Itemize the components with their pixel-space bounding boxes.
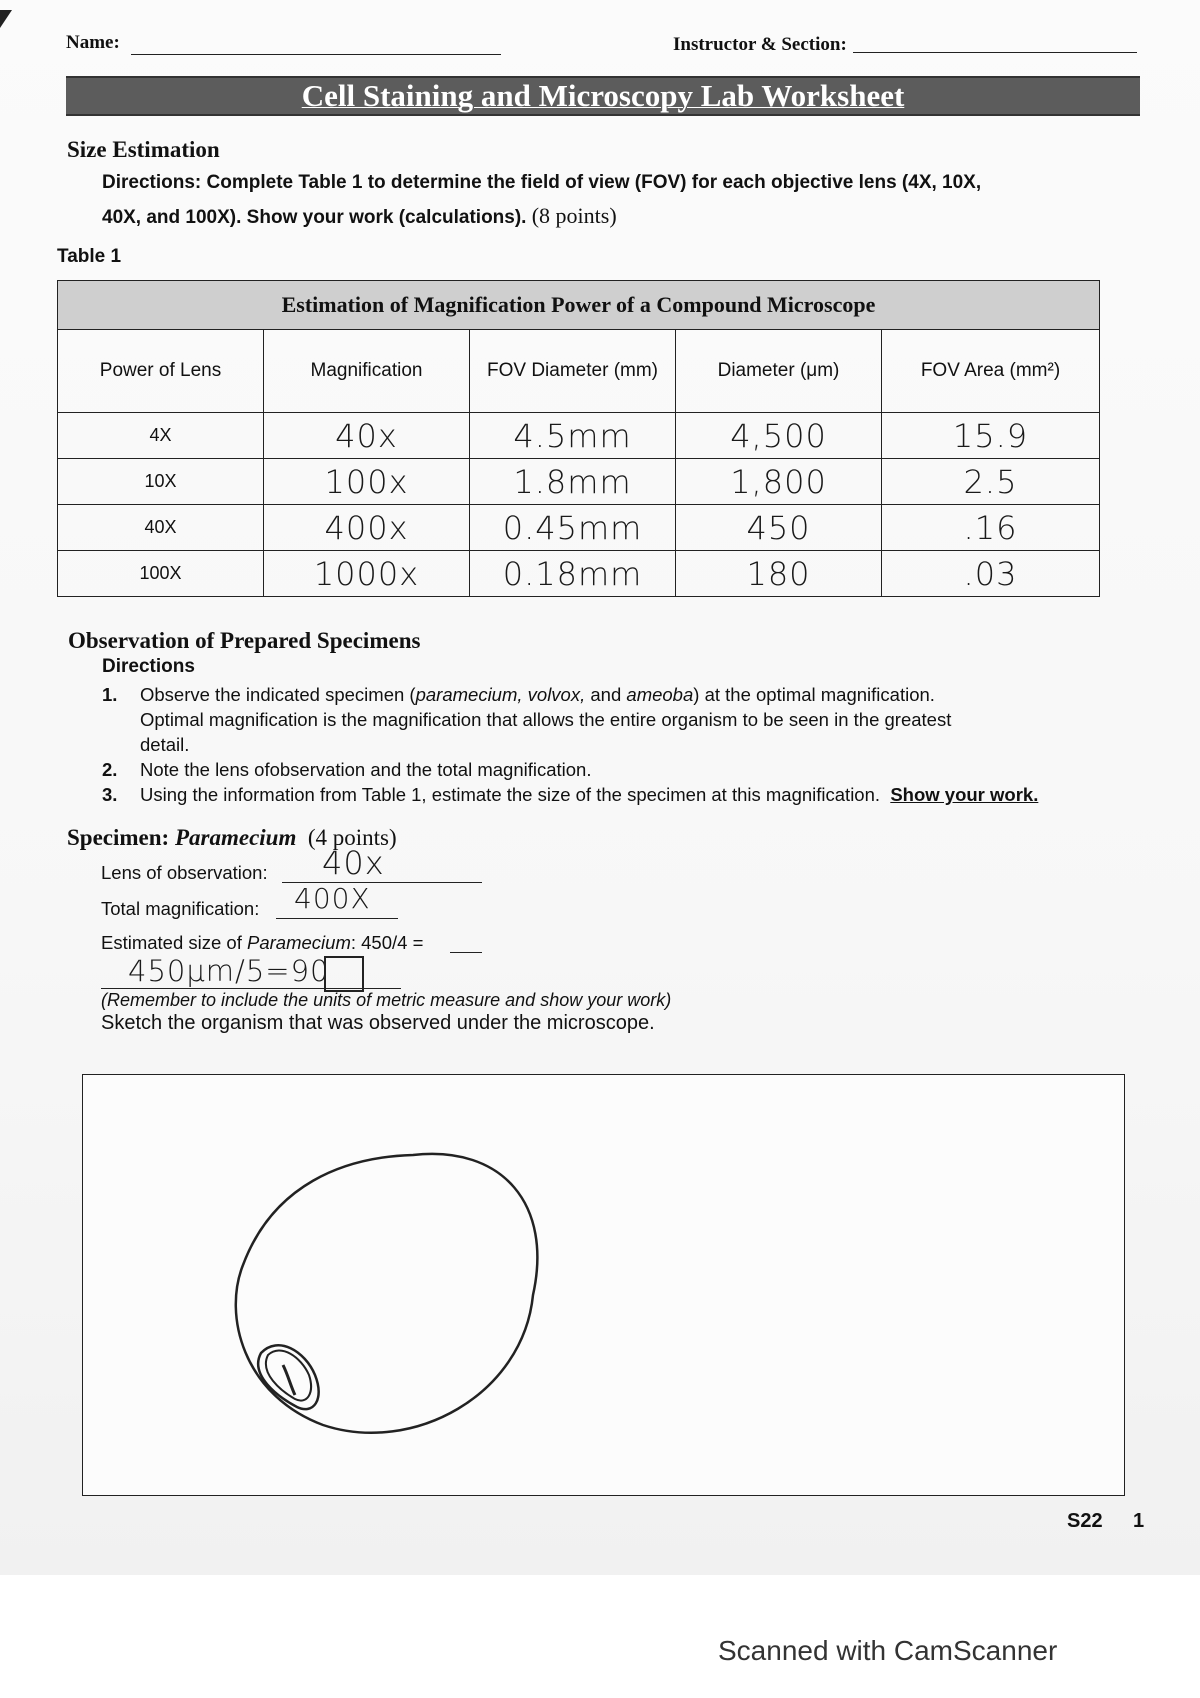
step-1-ameoba: ameoba [626, 684, 694, 705]
step-1-pre: Observe the indicated specimen ( [140, 684, 416, 705]
col-header-power: Power of Lens [58, 330, 264, 413]
table-row [58, 459, 1100, 505]
estimated-size-pre: Estimated size of [101, 932, 248, 953]
estimated-size-post: : 450/4 = [350, 932, 424, 953]
step-2-number: 2. [102, 759, 118, 780]
organism-sketch [83, 1075, 1124, 1495]
estimated-size-label [101, 932, 423, 954]
reminder-text: (Remember to include the units of metric measure and show your work) [101, 990, 672, 1010]
cell-fov-area[interactable]: 2.5 [882, 459, 1100, 505]
total-magnification-value[interactable]: 400X [294, 882, 371, 915]
step-1-number: 1. [102, 684, 118, 705]
sketch-prompt: Sketch the organism that was observed under the microscope. [101, 1012, 655, 1034]
cell-fov-diameter[interactable]: 0.45mm [470, 505, 676, 551]
table-1 [57, 280, 1100, 597]
step-2-text: Note the lens ofobservation and the total magnification. [140, 759, 592, 780]
specimen-points: (4 points) [307, 825, 397, 850]
step-1-text [140, 682, 1120, 757]
instructor-label: Instructor & Section: [673, 34, 847, 55]
directions-line-2-text: 40X, and 100X). Show your work (calculations). [102, 207, 527, 228]
cell-power: 4X [58, 413, 264, 459]
cell-fov-area[interactable]: 15.9 [882, 413, 1100, 459]
cell-power: 40X [58, 505, 264, 551]
lens-label: Lens of observation: [101, 862, 268, 883]
answer-box-mark [324, 956, 364, 992]
cell-fov-area[interactable]: .16 [882, 505, 1100, 551]
step-1-specimens: paramecium, volvox, [415, 684, 586, 705]
title-bar [66, 76, 1140, 116]
specimen-prefix: Specimen: [67, 825, 170, 850]
cell-magnification[interactable]: 100x [264, 459, 470, 505]
cell-magnification[interactable]: 1000x [264, 551, 470, 597]
camscanner-watermark: Scanned with CamScanner [718, 1635, 1058, 1666]
footer-page-number: 1 [1133, 1510, 1145, 1532]
name-label: Name: [66, 32, 120, 53]
total-magnification-line [276, 918, 398, 919]
instructor-line [853, 52, 1137, 53]
cell-fov-diameter[interactable]: 4.5mm [470, 413, 676, 459]
cell-diameter[interactable]: 4,500 [676, 413, 882, 459]
col-header-fov-area: FOV Area (mm²) [882, 330, 1100, 413]
step-1-line-3: detail. [140, 734, 190, 755]
directions-points: (8 points) [531, 203, 617, 228]
estimated-size-blank-line [450, 952, 482, 953]
table-row [58, 551, 1100, 597]
table-row [58, 505, 1100, 551]
directions-line-1: Directions: Complete Table 1 to determine the field of view (FOV) for each objective lens (4X, 10X, [102, 172, 982, 193]
observation-heading: Observation of Prepared Specimens [68, 628, 421, 653]
step-3-body: Using the information from Table 1, estimate the size of the specimen at this magnification. [140, 784, 881, 805]
total-magnification-label: Total magnification: [101, 898, 260, 919]
corner-mark [0, 10, 12, 28]
cell-fov-area[interactable]: .03 [882, 551, 1100, 597]
name-line [131, 54, 501, 55]
footer-code: S22 [1067, 1510, 1103, 1532]
observation-directions-label: Directions [102, 656, 195, 677]
step-3-show-work: Show your work. [890, 784, 1039, 805]
directions-line-2 [102, 199, 1102, 234]
lens-value[interactable]: 40x [322, 844, 385, 882]
cell-diameter[interactable]: 450 [676, 505, 882, 551]
step-3-text [140, 782, 1130, 807]
estimated-size-specimen: Paramecium [247, 932, 351, 953]
col-header-diameter: Diameter (μm) [676, 330, 882, 413]
size-estimation-heading: Size Estimation [67, 137, 220, 162]
worksheet-title: Cell Staining and Microscopy Lab Worksheet [301, 78, 905, 113]
cell-power: 10X [58, 459, 264, 505]
size-estimation-directions [102, 166, 1102, 234]
cell-fov-diameter[interactable]: 1.8mm [470, 459, 676, 505]
cell-magnification[interactable]: 400x [264, 505, 470, 551]
table-1-header-row [58, 330, 1100, 413]
table-1-label: Table 1 [57, 246, 122, 267]
step-3-number: 3. [102, 784, 118, 805]
sketch-area[interactable] [82, 1074, 1125, 1496]
col-header-fov-diameter: FOV Diameter (mm) [470, 330, 676, 413]
fov-circle-outline [236, 1154, 538, 1433]
table-row [58, 413, 1100, 459]
paramecium-nucleus-mark [283, 1365, 295, 1395]
step-1-mid: and [585, 684, 627, 705]
cell-fov-diameter[interactable]: 0.18mm [470, 551, 676, 597]
col-header-magnification: Magnification [264, 330, 470, 413]
step-1-line-2: Optimal magnification is the magnification that allows the entire organism to be seen in the greatest [140, 709, 952, 730]
cell-diameter[interactable]: 1,800 [676, 459, 882, 505]
cell-power: 100X [58, 551, 264, 597]
specimen-name: Paramecium [174, 825, 297, 850]
step-1-post: ) at the optimal magnification. [693, 684, 935, 705]
cell-diameter[interactable]: 180 [676, 551, 882, 597]
table-1-caption: Estimation of Magnification Power of a Compound Microscope [58, 281, 1100, 330]
step-1-line-1 [140, 682, 1120, 707]
cell-magnification[interactable]: 40x [264, 413, 470, 459]
estimated-size-value[interactable]: 450μm/5=90 [128, 954, 330, 988]
